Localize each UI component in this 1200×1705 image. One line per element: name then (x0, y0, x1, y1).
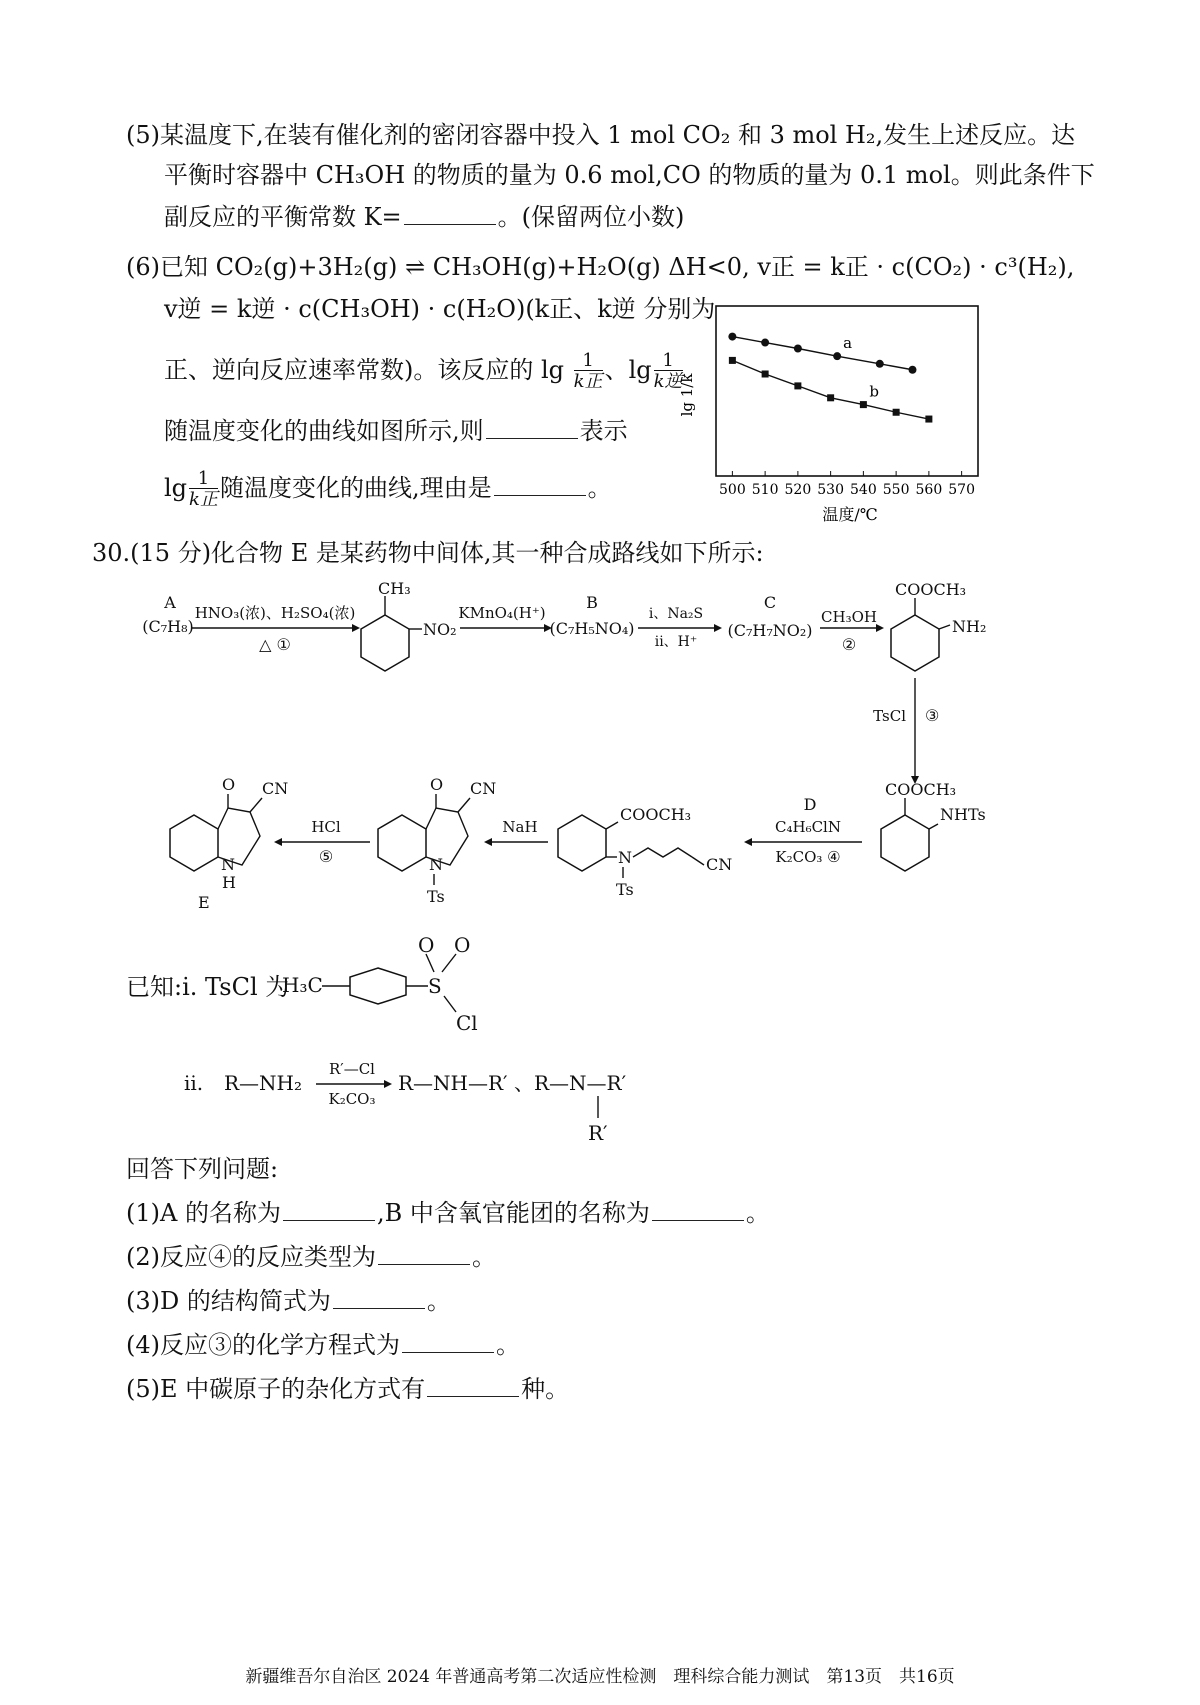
step-5: ⑤ (318, 847, 334, 866)
answer-4 (126, 1328, 520, 1362)
x-tick-label: 520 (784, 482, 812, 498)
x-tick-label: 540 (850, 482, 877, 498)
answer-3-end: 。 (426, 1287, 451, 1315)
n-label-3: N (221, 855, 235, 874)
step-2: ② (841, 635, 857, 654)
q6-line1: (6)已知 CO₂(g)+3H₂(g) ⇌ CH₃OH(g)+H₂O(g) ΔH<0, v正 = k正 · c(CO₂) · c³(H₂), (126, 253, 1075, 281)
page-footer: 新疆维吾尔自治区 2024 年普通高考第二次适应性检测 理科综合能力测试 第13页 共16页 (245, 1667, 955, 1687)
nhts-label: NHTs (940, 805, 986, 824)
cooch3-label-3: COOCH₃ (620, 805, 692, 824)
answer-blank[interactable] (333, 1286, 425, 1309)
x-tick-label: 560 (915, 482, 943, 498)
reagent-1: HNO₃(浓)、H₂SO₄(浓) (194, 604, 356, 622)
point-a (728, 333, 736, 341)
q6-text: 正、逆向反应速率常数)。该反应的 lg (164, 356, 565, 384)
series-line-a (732, 337, 912, 370)
o-label-1: O (430, 775, 444, 794)
answer-2 (126, 1240, 496, 1274)
reagent-d-formula: C₄H₆ClN (775, 818, 841, 836)
no2-label: NO₂ (423, 620, 457, 639)
compound-b-formula: (C₇H₅NO₄) (549, 619, 635, 638)
tscl-structure (278, 930, 518, 1040)
point-b (925, 416, 932, 423)
answer-blank[interactable] (402, 1330, 494, 1353)
q6-text5: 随温度变化的曲线,理由是 (219, 474, 492, 502)
nh2-label: NH₂ (952, 617, 987, 636)
answer-1-end: 。 (745, 1199, 770, 1227)
reagent-nah: NaH (502, 818, 538, 836)
answer-5-text: (5)E 中碳原子的杂化方式有 (126, 1375, 426, 1403)
q5-line1: (5)某温度下,在装有催化剂的密闭容器中投入 1 mol CO₂ 和 3 mol H₂,发生上述反应。达 (126, 121, 1076, 149)
q30-title: 30.(15 分)化合物 E 是某药物中间体,其一种合成路线如下所示: (92, 539, 764, 567)
known-ii-reaction (180, 1060, 700, 1150)
q5-text: 副反应的平衡常数 K= (164, 203, 402, 231)
point-a (876, 360, 884, 368)
compound-a-formula: (C₇H₈) (142, 617, 194, 636)
q6-line3 (164, 352, 685, 391)
point-a (909, 366, 917, 374)
cl-label: Cl (456, 1011, 478, 1035)
rprime-label: R′ (588, 1121, 608, 1145)
q6-line5 (164, 470, 612, 509)
answer-blank[interactable] (283, 1198, 375, 1221)
x-tick-label: 550 (882, 482, 910, 498)
chart-series (728, 333, 932, 423)
x-tick-label: 530 (817, 482, 844, 498)
y-axis-label: lg 1/k (678, 373, 696, 417)
compound-c-formula: (C₇H₇NO₂) (727, 621, 813, 640)
reagent-h: ii、H⁺ (654, 634, 698, 650)
fraction-k-forward: $\frac{1}{\text{k正}}$ (573, 350, 603, 392)
benzene-ring-3 (881, 815, 929, 871)
n-label-1: N (618, 848, 632, 867)
synthesis-scheme (120, 580, 1020, 920)
cooch3-label-1: COOCH₃ (895, 580, 967, 599)
point-a (833, 352, 841, 360)
q6-text5c: 。 (587, 474, 612, 502)
answer-1-text: (1)A 的名称为 (126, 1199, 281, 1227)
point-b (893, 409, 900, 416)
fraction-k-forward-2: $\frac{1}{\text{k正}}$ (189, 468, 218, 510)
x-tick-label: 500 (719, 482, 746, 498)
x-axis-ticks (719, 471, 975, 498)
benzene-ring-tscl (350, 968, 406, 1004)
answer-5 (126, 1372, 569, 1406)
cn-label-1: CN (706, 855, 733, 874)
reagent-hcl: HCl (311, 818, 341, 836)
answer-intro: 回答下列问题: (126, 1155, 279, 1183)
series-label-b: b (869, 382, 879, 401)
ts-label-2: Ts (427, 887, 445, 906)
compound-a-label: A (164, 593, 176, 612)
answer-1-text-b: ,B 中含氧官能团的名称为 (376, 1199, 650, 1227)
chart-frame (716, 306, 978, 476)
x-tick-label: 510 (751, 482, 779, 498)
ch3-label: CH₃ (378, 579, 411, 598)
benzene-ring-6 (170, 815, 218, 871)
point-b (860, 401, 867, 408)
point-b (794, 382, 801, 389)
o-label-3: O (418, 933, 435, 957)
cooch3-label-2: COOCH₃ (885, 780, 957, 799)
point-b (729, 357, 736, 364)
compound-c-label: C (763, 593, 777, 612)
reagent-na2s: i、Na₂S (648, 606, 704, 622)
q5-text-end: 。(保留两位小数) (497, 203, 685, 231)
answer-3 (126, 1284, 451, 1318)
benzene-ring-1 (361, 615, 409, 671)
point-b (827, 394, 834, 401)
known-ii-label: ii. (184, 1071, 204, 1095)
fraction-k-reverse: $\frac{1}{\text{k逆}}$ (653, 350, 683, 392)
step-3: ③ (925, 706, 940, 725)
q6-lg: lg (164, 474, 188, 502)
q6-text4b: 表示 (579, 417, 628, 445)
q6-text4: 随温度变化的曲线如图所示,则 (164, 417, 484, 445)
rnh2-label: R—NH₂ (224, 1071, 303, 1095)
answer-3-text: (3)D 的结构简式为 (126, 1287, 331, 1315)
s-label: S (428, 974, 442, 998)
reagent-kmno4: KMnO₄(H⁺) (458, 604, 546, 622)
x-axis-label: 温度/℃ (822, 505, 878, 524)
rcl-label: R′—Cl (329, 1060, 375, 1078)
answer-blank[interactable] (404, 202, 496, 225)
compound-e-label: E (198, 893, 210, 912)
h-label: H (222, 873, 236, 892)
answer-2-end: 。 (472, 1243, 496, 1271)
n-label-2: N (429, 855, 443, 874)
answer-blank[interactable] (427, 1374, 519, 1397)
answer-1 (126, 1196, 770, 1230)
reagent-ch3oh: CH₃OH (821, 608, 877, 626)
benzene-ring-2 (891, 615, 939, 671)
answer-blank[interactable] (378, 1242, 470, 1265)
q6-line2: v逆 = k逆 · c(CH₃OH) · c(H₂O)(k正、k逆 分别为 (164, 295, 716, 323)
q5-line3 (164, 200, 684, 234)
answer-blank[interactable] (652, 1198, 744, 1221)
compound-b-label: B (586, 593, 598, 612)
answer-4-text: (4)反应③的化学方程式为 (126, 1331, 400, 1359)
o-label-2: O (222, 775, 236, 794)
answer-4-end: 。 (496, 1331, 520, 1359)
answer-5-end: 种。 (521, 1375, 570, 1403)
reagent-k2co3-4: K₂CO₃ ④ (775, 848, 841, 866)
point-a (794, 345, 802, 353)
lgk-temperature-chart (680, 290, 1020, 530)
cn-label-2: CN (470, 779, 497, 798)
reagent-d: D (803, 795, 817, 814)
q6-sep: 、lg (604, 356, 652, 384)
x-tick-label: 570 (948, 482, 975, 498)
ts-label-1: Ts (616, 880, 634, 899)
reagent-tscl: TsCl (873, 707, 906, 725)
arrow-1-head (352, 624, 360, 632)
h3c-label: H₃C (282, 973, 323, 997)
k2co3-label: K₂CO₃ (328, 1090, 376, 1108)
answer-blank[interactable] (486, 416, 578, 439)
point-a (761, 339, 769, 347)
cn-label-3: CN (262, 779, 289, 798)
answer-blank[interactable] (494, 473, 586, 496)
answer-2-text: (2)反应④的反应类型为 (126, 1243, 376, 1271)
q5-line2: 平衡时容器中 CH₃OH 的物质的量为 0.6 mol,CO 的物质的量为 0.1 mol。则此条件下 (164, 161, 1095, 189)
products-label: R—NH—R′ 、R—N—R′ (398, 1071, 627, 1095)
benzene-ring-4 (558, 815, 606, 871)
o-label-4: O (454, 933, 471, 957)
series-label-a: a (843, 334, 853, 353)
known-i-text: 已知:i. TsCl 为 (126, 973, 290, 1001)
q6-line4 (164, 414, 628, 448)
step-1: △ ① (259, 635, 291, 654)
benzene-ring-5 (378, 815, 426, 871)
point-b (762, 371, 769, 378)
